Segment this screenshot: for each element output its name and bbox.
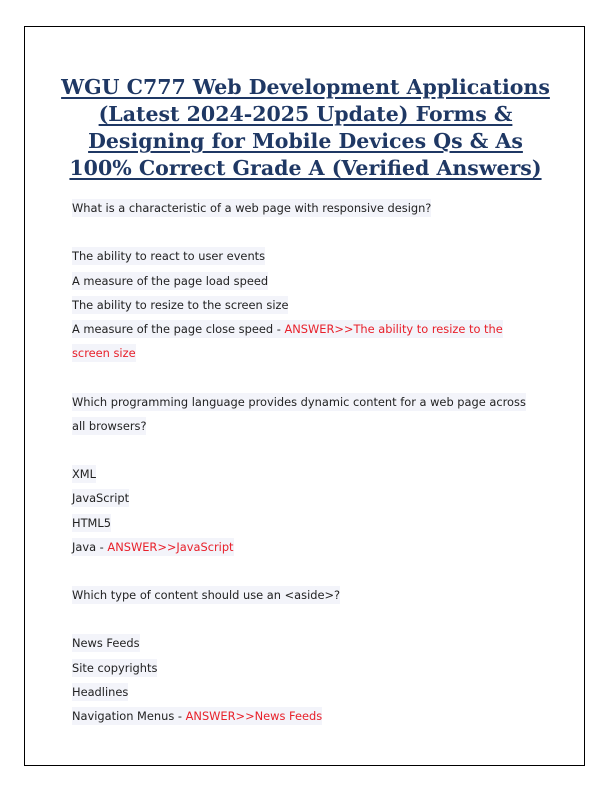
option <box>72 511 532 535</box>
answer-text: ANSWER>>JavaScript <box>107 539 234 554</box>
answer-separator: - <box>96 539 108 554</box>
option-text: HTML5 <box>72 515 111 530</box>
option-with-answer <box>72 704 532 728</box>
option-text: News Feeds <box>72 636 140 651</box>
document-title: WGU C777 Web Development Applications (Latest 2024-2025 Update) Forms & Designing for Mobile Devices Qs & As 100% Correct Grade A (Verified Answers) <box>61 75 550 180</box>
option <box>72 269 532 293</box>
question-block <box>72 390 532 438</box>
spacer <box>72 559 532 583</box>
option-text: XML <box>72 467 96 482</box>
option-text: The ability to resize to the screen size <box>72 297 289 312</box>
option-text: JavaScript <box>72 491 130 506</box>
option-with-answer <box>72 535 532 559</box>
option <box>72 631 532 655</box>
option <box>72 293 532 317</box>
question-text: What is a characteristic of a web page with responsive design? <box>72 201 432 215</box>
answer-text: ANSWER>>News Feeds <box>185 709 323 723</box>
option <box>72 486 532 510</box>
option-with-answer <box>72 317 532 365</box>
option <box>72 656 532 680</box>
answer-separator: - <box>273 321 285 336</box>
option <box>72 244 532 268</box>
option-label: Java <box>72 539 97 554</box>
question-text: Which type of content should use an <aside>? <box>72 588 341 603</box>
option-text <box>72 538 234 556</box>
qa-content <box>72 196 532 728</box>
option-text: Site copyrights <box>72 660 158 675</box>
answer-separator: - <box>174 709 186 723</box>
spacer <box>72 607 532 631</box>
question-block <box>72 196 532 220</box>
spacer <box>72 438 532 462</box>
answer-text: ANSWER>>The ability to resize to the screen size <box>72 321 503 361</box>
question-text: Which programming language provides dynamic content for a web page across all browsers? <box>72 394 526 433</box>
option-text <box>72 320 503 362</box>
option <box>72 680 532 704</box>
option-text: The ability to react to user events <box>72 249 266 264</box>
option-label: A measure of the page close speed <box>72 321 274 336</box>
spacer <box>72 220 532 244</box>
spacer <box>72 365 532 389</box>
question-block <box>72 583 532 607</box>
option-label: Navigation Menus <box>72 709 175 723</box>
option-text: A measure of the page load speed <box>72 273 269 288</box>
option-text <box>72 707 322 725</box>
option-text: Headlines <box>72 684 129 699</box>
option <box>72 462 532 486</box>
